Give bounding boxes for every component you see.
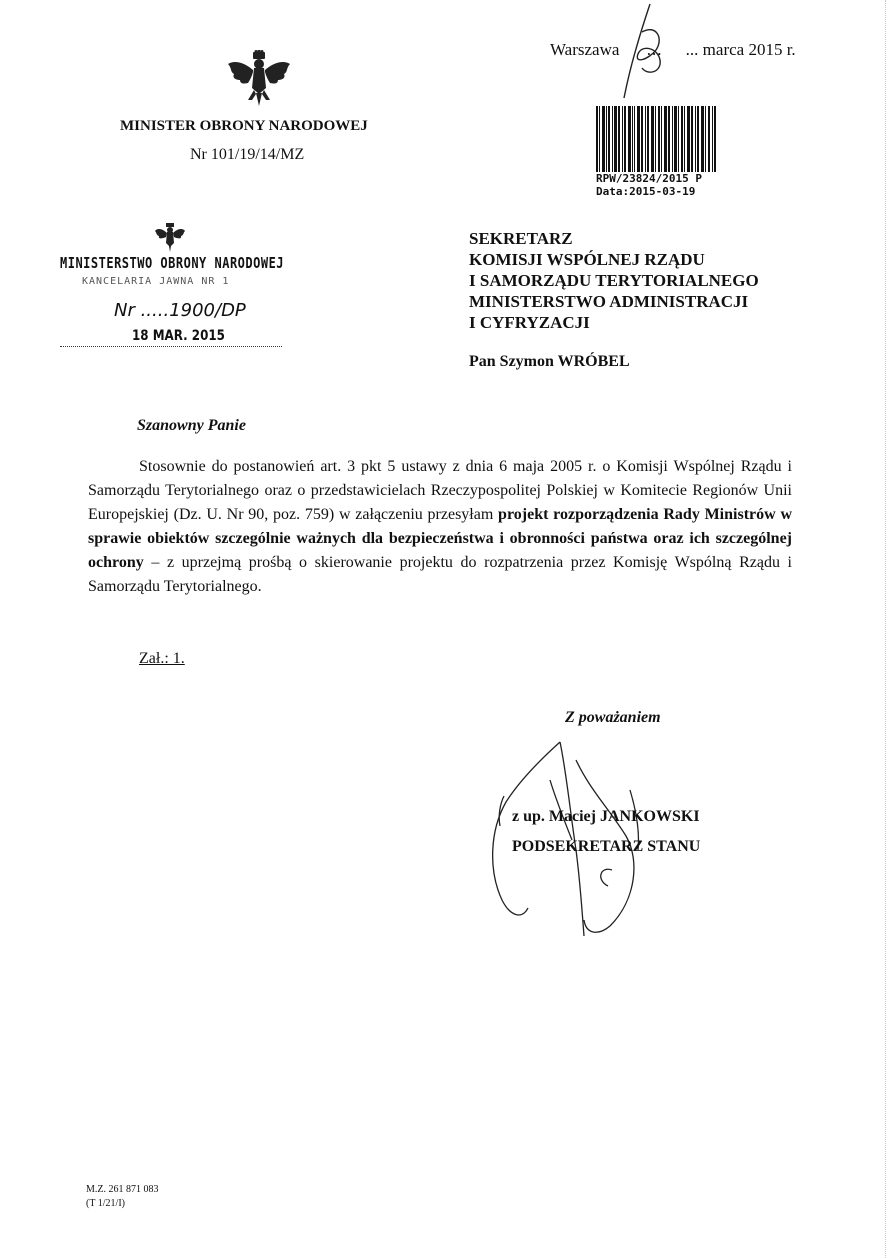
recipient-line: KOMISJI WSPÓLNEJ RZĄDU bbox=[469, 250, 705, 269]
footer-code: M.Z. 261 871 083 bbox=[86, 1184, 159, 1195]
body-text-end: – z uprzejmą prośbą o skierowanie projektu do rozpatrzenia przez Komisję Wspólną Rządu i Samorządu Terytorialnego. bbox=[88, 554, 792, 595]
month-year: ... marca 2015 r. bbox=[685, 40, 796, 59]
barcode-image bbox=[596, 106, 716, 172]
stamp-office: KANCELARIA JAWNA NR 1 bbox=[82, 276, 230, 287]
body-text-start: Stosownie do postanowień art. 3 pkt 5 ustawy z dnia 6 maja 2005 r. o Komisji Wspólnej Rządu i Samorządu Terytorialnego oraz o przedstawicielach Rzeczypospolitej Polskiej w Komitecie Regionów Unii Europejskiej (Dz. U. Nr 90, poz. 759) w załączeniu przesyłam bbox=[88, 458, 792, 523]
stamp-eagle-icon bbox=[154, 222, 186, 252]
incoming-stamp bbox=[60, 222, 290, 352]
stamp-date: 18 MAR. 2015 bbox=[132, 328, 225, 344]
day-blank: ... bbox=[646, 40, 663, 59]
registry-info bbox=[596, 172, 702, 198]
ministry-title: MINISTER OBRONY NARODOWEJ bbox=[120, 118, 368, 134]
salutation: Szanowny Panie bbox=[137, 417, 246, 434]
signatory-name: z up. Maciej JANKOWSKI bbox=[512, 808, 700, 825]
place-date bbox=[550, 40, 796, 60]
stamp-ministry: MINISTERSTWO OBRONY NARODOWEJ bbox=[60, 254, 285, 272]
attachment-note: Zał.: 1. bbox=[139, 650, 185, 667]
registry-number: RPW/23824/2015 P bbox=[596, 172, 702, 185]
registry-date: Data:2015-03-19 bbox=[596, 185, 696, 198]
recipient-line: I CYFRYZACJI bbox=[469, 313, 590, 332]
stamp-number: Nr .....1900/DP bbox=[114, 300, 246, 321]
scan-edge bbox=[885, 0, 892, 1258]
footer bbox=[86, 1183, 159, 1211]
body-text-bold: projekt rozporządzenia Rady Ministrów w sprawie obiektów szczególnie ważnych dla bezpieczeństwa i obronności państwa oraz ich szczególnej ochrony bbox=[88, 506, 792, 571]
footer-form: (T 1/21/I) bbox=[86, 1198, 125, 1209]
letter-body bbox=[88, 455, 792, 599]
body-paragraph bbox=[88, 455, 792, 599]
signatory-position: PODSEKRETARZ STANU bbox=[512, 838, 701, 855]
recipient-line: SEKRETARZ bbox=[469, 229, 573, 248]
recipient-line: I SAMORZĄDU TERYTORIALNEGO bbox=[469, 271, 759, 290]
coat-of-arms-icon bbox=[226, 50, 292, 108]
place: Warszawa bbox=[550, 40, 620, 59]
recipient-name: Pan Szymon WRÓBEL bbox=[469, 353, 630, 370]
closing-regards: Z poważaniem bbox=[565, 709, 661, 726]
recipient-line: MINISTERSTWO ADMINISTRACJI bbox=[469, 292, 749, 311]
reference-number: Nr 101/19/14/MZ bbox=[190, 146, 305, 163]
recipient-block bbox=[469, 228, 759, 333]
stamp-underline bbox=[60, 346, 282, 347]
handwritten-day-mark bbox=[612, 2, 672, 102]
